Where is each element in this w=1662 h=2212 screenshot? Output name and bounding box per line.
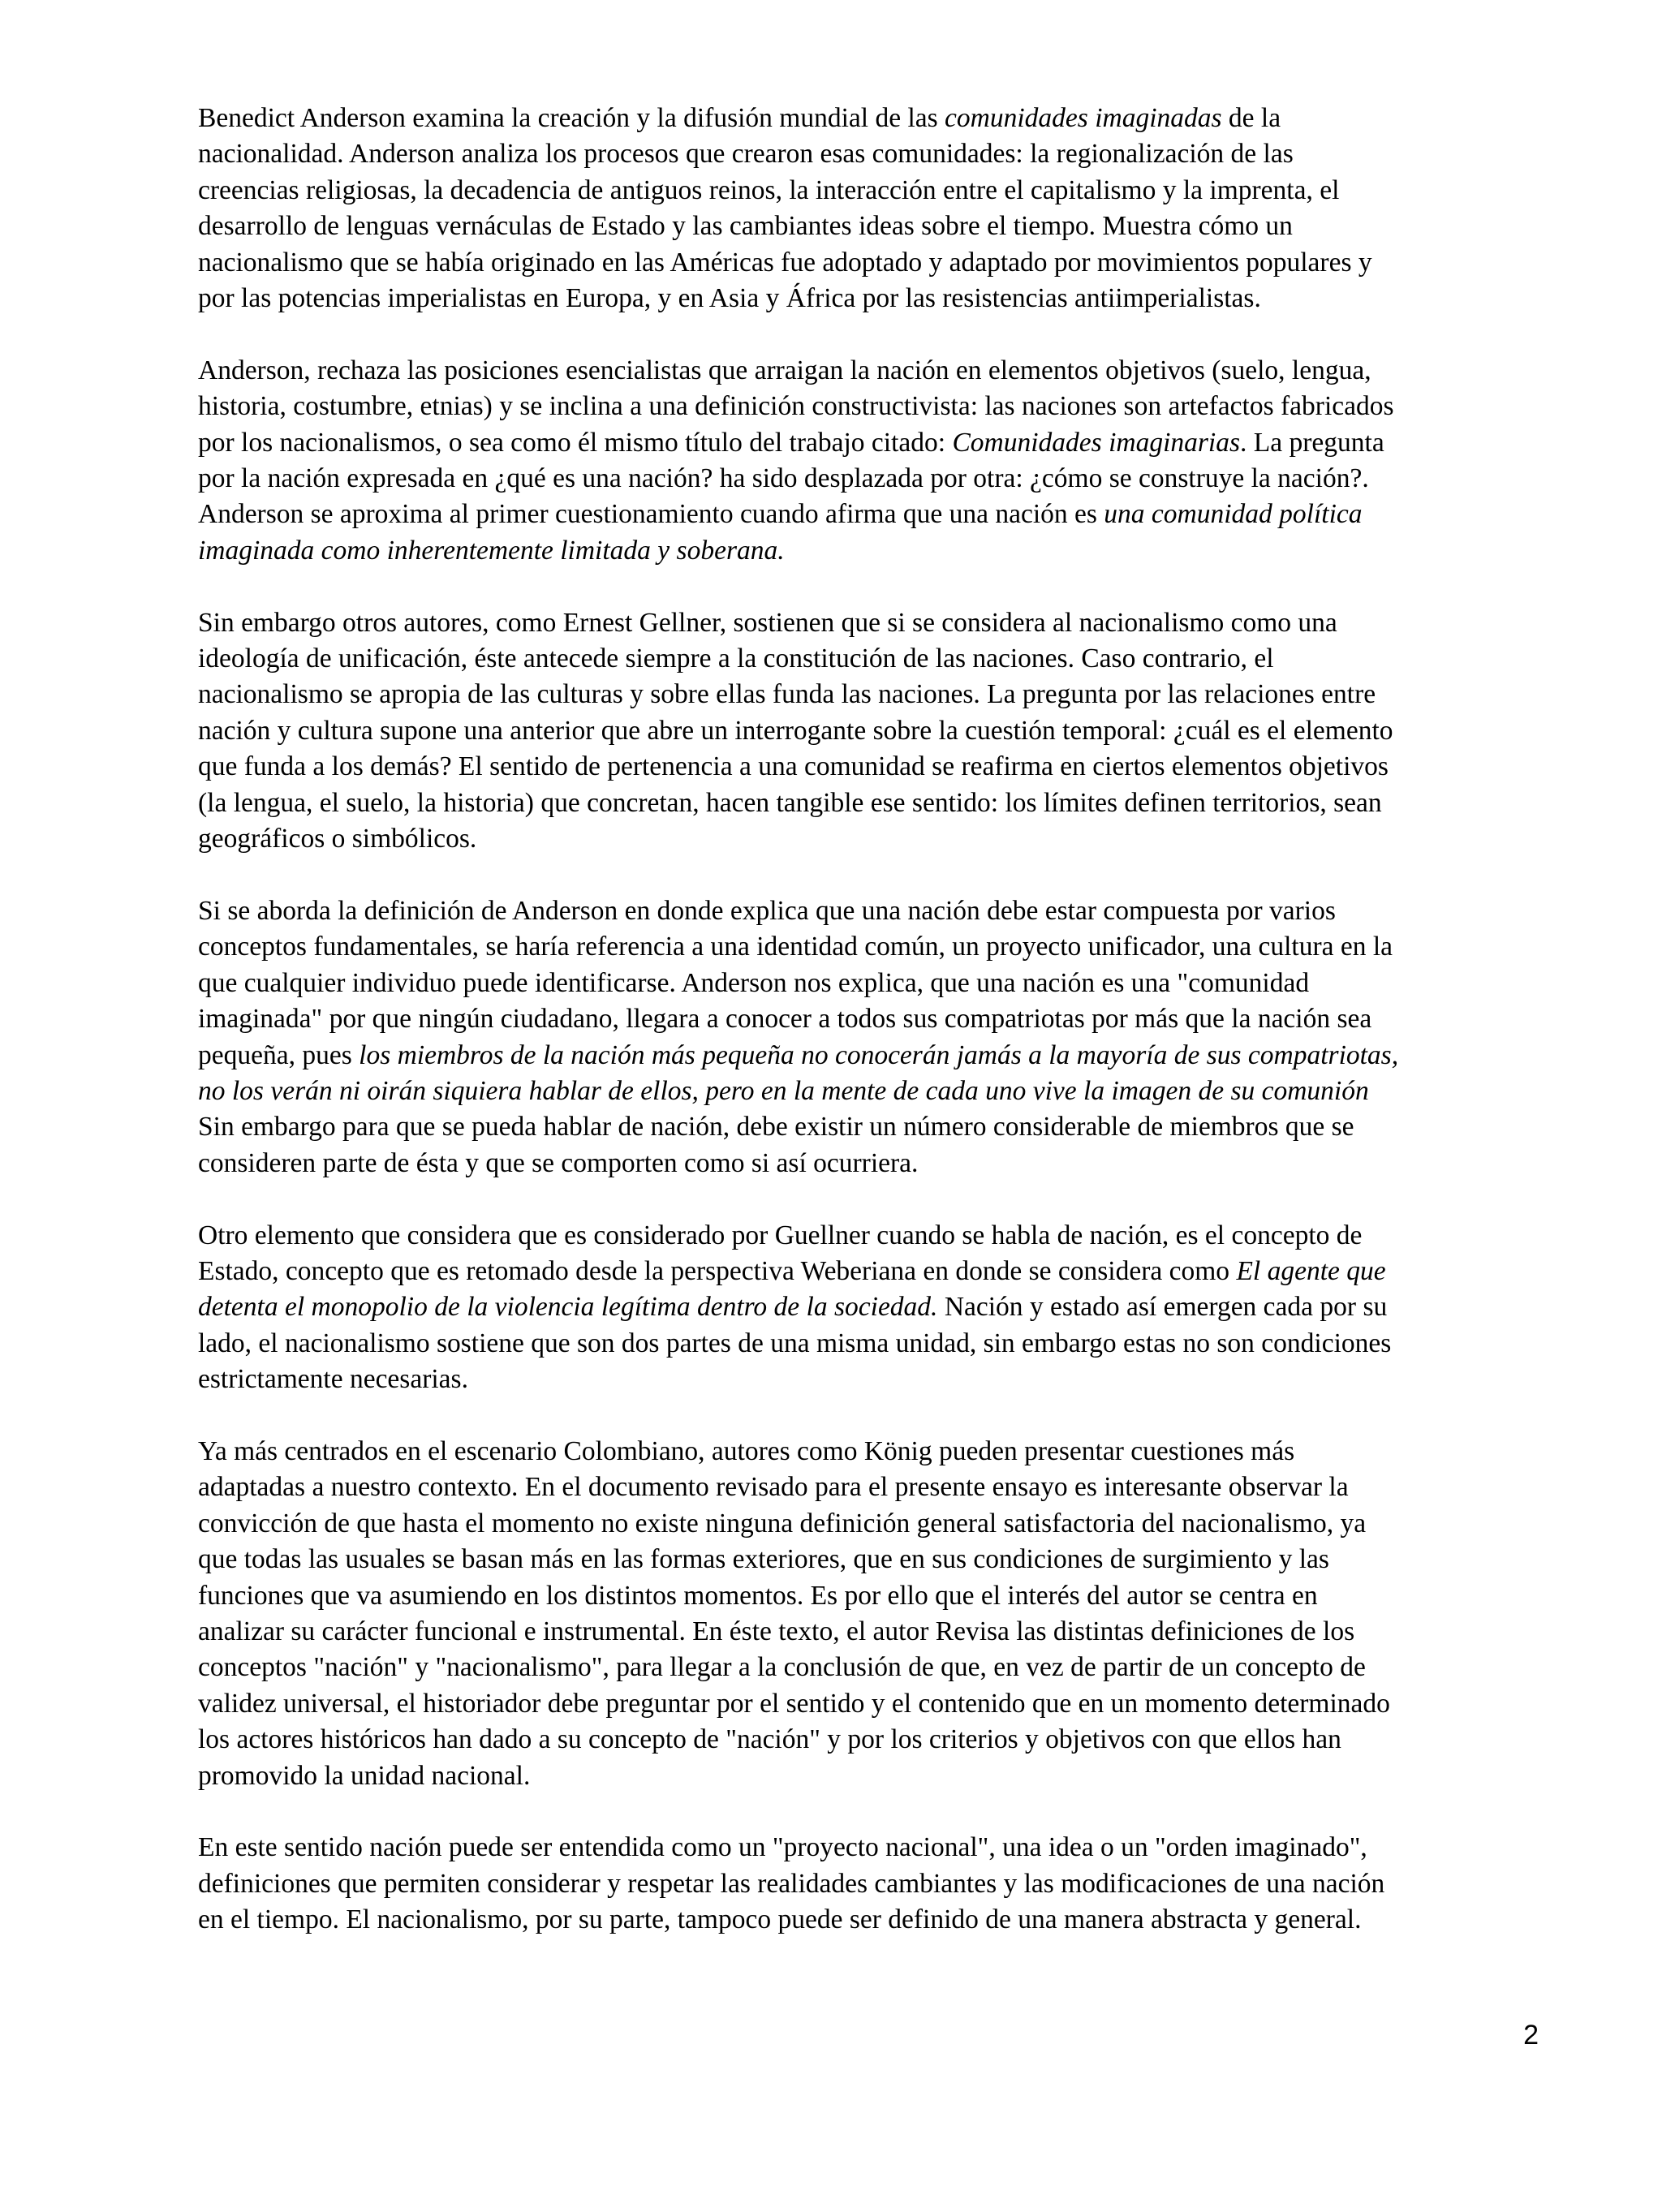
text-line xyxy=(198,533,1517,569)
text-run: Anderson, rechaza las posiciones esencialistas que arraigan la nación en elementos objetivos (suelo, lengua, xyxy=(198,355,1371,385)
text-line xyxy=(198,1434,1517,1470)
text-run: . La pregunta xyxy=(1240,427,1384,458)
paragraph xyxy=(198,1434,1517,1794)
text-run: geográficos o simbólicos. xyxy=(198,824,477,854)
text-line xyxy=(198,245,1517,281)
text-line xyxy=(198,1542,1517,1577)
text-run: historia, costumbre, etnias) y se inclina a una definición constructivista: las naciones son artefactos fabricados xyxy=(198,391,1394,422)
text-line xyxy=(198,1758,1517,1794)
text-line xyxy=(198,966,1517,1001)
text-line xyxy=(198,1902,1517,1938)
paragraph xyxy=(198,893,1517,1181)
text-run: Otro elemento que considera que es considerado por Guellner cuando se habla de nación, es el concepto de xyxy=(198,1220,1363,1250)
text-run: conceptos fundamentales, se haría referencia a una identidad común, un proyecto unificador, una cultura en la xyxy=(198,932,1393,962)
text-line xyxy=(198,1001,1517,1037)
text-run: desarrollo de lenguas vernáculas de Estado y las cambiantes ideas sobre el tiempo. Muestra cómo un xyxy=(198,211,1293,242)
text-line xyxy=(198,1686,1517,1722)
text-line xyxy=(198,497,1517,532)
text-line xyxy=(198,173,1517,209)
paragraph xyxy=(198,353,1517,569)
text-line xyxy=(198,461,1517,497)
text-run: Sin embargo para que se pueda hablar de nación, debe existir un número considerable de miembros que se xyxy=(198,1112,1354,1143)
text-line xyxy=(198,749,1517,785)
italic-text: detenta el monopolio de la violencia legítima dentro de la sociedad. xyxy=(198,1292,938,1323)
text-line xyxy=(198,1038,1517,1074)
text-line xyxy=(198,1254,1517,1289)
text-line xyxy=(198,1650,1517,1685)
text-run: definiciones que permiten considerar y respetar las realidades cambiantes y las modificaciones de una nación xyxy=(198,1868,1385,1899)
italic-text: Comunidades imaginarias xyxy=(952,427,1241,458)
text-line xyxy=(198,281,1517,316)
text-run: de la xyxy=(1221,103,1281,133)
text-run: pequeña, pues xyxy=(198,1039,360,1070)
page-number: 2 xyxy=(1523,2020,1539,2051)
text-line xyxy=(198,641,1517,677)
text-run: que cualquier individuo puede identificarse. Anderson nos explica, que una nación es una "comunidad xyxy=(198,967,1310,998)
text-line xyxy=(198,893,1517,929)
text-run: funciones que va asumiendo en los distintos momentos. Es por ello que el interés del autor se centra en xyxy=(198,1580,1318,1611)
text-line xyxy=(198,1362,1517,1397)
paragraph xyxy=(198,1218,1517,1398)
document-body xyxy=(198,101,1517,1974)
text-line xyxy=(198,389,1517,424)
italic-text: los miembros de la nación más pequeña no conocerán jamás a la mayoría de sus compatriotas, xyxy=(359,1039,1399,1070)
text-line xyxy=(198,1470,1517,1505)
text-run: que todas las usuales se basan más en las formas exteriores, que en sus condiciones de surgimiento y las xyxy=(198,1544,1329,1575)
text-line xyxy=(198,1578,1517,1614)
text-run: promovido la unidad nacional. xyxy=(198,1760,531,1791)
text-line xyxy=(198,1109,1517,1145)
text-run: adaptadas a nuestro contexto. En el documento revisado para el presente ensayo es interesante observar la xyxy=(198,1472,1349,1503)
text-line xyxy=(198,1722,1517,1758)
text-line xyxy=(198,209,1517,244)
text-line xyxy=(198,1614,1517,1650)
text-run: validez universal, el historiador debe preguntar por el sentido y el contenido que en un momento determinado xyxy=(198,1688,1390,1719)
text-line xyxy=(198,605,1517,641)
text-run: que funda a los demás? El sentido de pertenencia a una comunidad se reafirma en ciertos elementos objetivos xyxy=(198,751,1389,782)
text-line xyxy=(198,713,1517,749)
text-line xyxy=(198,1218,1517,1254)
text-run: imaginada" por que ningún ciudadano, llegara a conocer a todos sus compatriotas por más que la nación sea xyxy=(198,1004,1372,1035)
italic-text: comunidades imaginadas xyxy=(945,103,1222,133)
text-run: Nación y estado así emergen cada por su xyxy=(937,1292,1388,1323)
text-run: ideología de unificación, éste antecede siempre a la constitución de las naciones. Caso contrario, el xyxy=(198,643,1274,674)
text-line xyxy=(198,1146,1517,1181)
text-run: nacionalidad. Anderson analiza los procesos que crearon esas comunidades: la regionalización de las xyxy=(198,139,1294,170)
text-run: nacionalismo que se había originado en las Américas fue adoptado y adaptado por movimientos populares y xyxy=(198,247,1372,278)
italic-text: El agente que xyxy=(1236,1255,1386,1286)
text-run: Sin embargo otros autores, como Ernest Gellner, sostienen que si se considera al nacionalismo como una xyxy=(198,607,1337,638)
text-run: En este sentido nación puede ser entendida como un "proyecto nacional", una idea o un "orden imaginado", xyxy=(198,1832,1367,1863)
text-line xyxy=(198,1830,1517,1866)
text-line xyxy=(198,785,1517,821)
text-run: por las potencias imperialistas en Europa, y en Asia y África por las resistencias antiimperialistas. xyxy=(198,283,1261,314)
italic-text: una comunidad política xyxy=(1104,499,1363,530)
text-line xyxy=(198,1289,1517,1325)
text-line xyxy=(198,929,1517,965)
text-run: los actores históricos han dado a su concepto de "nación" y por los criterios y objetivos con que ellos han xyxy=(198,1724,1341,1755)
text-run: estrictamente necesarias. xyxy=(198,1364,468,1395)
text-run: Ya más centrados en el escenario Colombiano, autores como König pueden presentar cuestiones más xyxy=(198,1435,1295,1466)
text-run: por los nacionalismos, o sea como él mismo título del trabajo citado: xyxy=(198,427,953,458)
text-run: Anderson se aproxima al primer cuestionamiento cuando afirma que una nación es xyxy=(198,499,1104,530)
text-run: lado, el nacionalismo sostiene que son dos partes de una misma unidad, sin embargo estas no son condiciones xyxy=(198,1328,1392,1358)
text-line xyxy=(198,425,1517,461)
text-run: por la nación expresada en ¿qué es una nación? ha sido desplazada por otra: ¿cómo se construye la nación?. xyxy=(198,463,1369,494)
text-run: (la lengua, el suelo, la historia) que concretan, hacen tangible ese sentido: los límites definen territorios, sean xyxy=(198,787,1382,818)
text-run: creencias religiosas, la decadencia de antiguos reinos, la interacción entre el capitalismo y la imprenta, el xyxy=(198,174,1340,205)
paragraph xyxy=(198,101,1517,316)
text-line xyxy=(198,1866,1517,1902)
text-run: Benedict Anderson examina la creación y la difusión mundial de las xyxy=(198,103,945,133)
text-line xyxy=(198,1326,1517,1362)
paragraph xyxy=(198,1830,1517,1938)
italic-text: imaginada como inherentemente limitada y soberana. xyxy=(198,535,785,566)
text-line xyxy=(198,1506,1517,1542)
text-run: Si se aborda la definición de Anderson en donde explica que una nación debe estar compuesta por varios xyxy=(198,895,1336,926)
text-line xyxy=(198,821,1517,857)
text-run: consideren parte de ésta y que se comporten como si así ocurriera. xyxy=(198,1147,919,1178)
italic-text: no los verán ni oirán siquiera hablar de ellos, pero en la mente de cada uno vive la imagen de su comunión xyxy=(198,1075,1369,1106)
text-run: convicción de que hasta el momento no existe ninguna definición general satisfactoria del nacionalismo, ya xyxy=(198,1508,1367,1539)
text-run: analizar su carácter funcional e instrumental. En éste texto, el autor Revisa las distintas definiciones de los xyxy=(198,1616,1355,1646)
text-run: conceptos "nación" y "nacionalismo", para llegar a la conclusión de que, en vez de partir de un concepto de xyxy=(198,1652,1366,1683)
text-line xyxy=(198,353,1517,389)
text-line xyxy=(198,1074,1517,1109)
text-run: nación y cultura supone una anterior que abre un interrogante sobre la cuestión temporal: ¿cuál es el elemento xyxy=(198,715,1393,746)
text-run: nacionalismo se apropia de las culturas y sobre ellas funda las naciones. La pregunta por las relaciones entre xyxy=(198,679,1376,710)
paragraph xyxy=(198,605,1517,858)
text-line xyxy=(198,136,1517,172)
text-run: Estado, concepto que es retomado desde la perspectiva Weberiana en donde se considera como xyxy=(198,1255,1237,1286)
text-run: en el tiempo. El nacionalismo, por su parte, tampoco puede ser definido de una manera abstracta y general. xyxy=(198,1904,1362,1935)
text-line xyxy=(198,677,1517,712)
text-line xyxy=(198,101,1517,136)
